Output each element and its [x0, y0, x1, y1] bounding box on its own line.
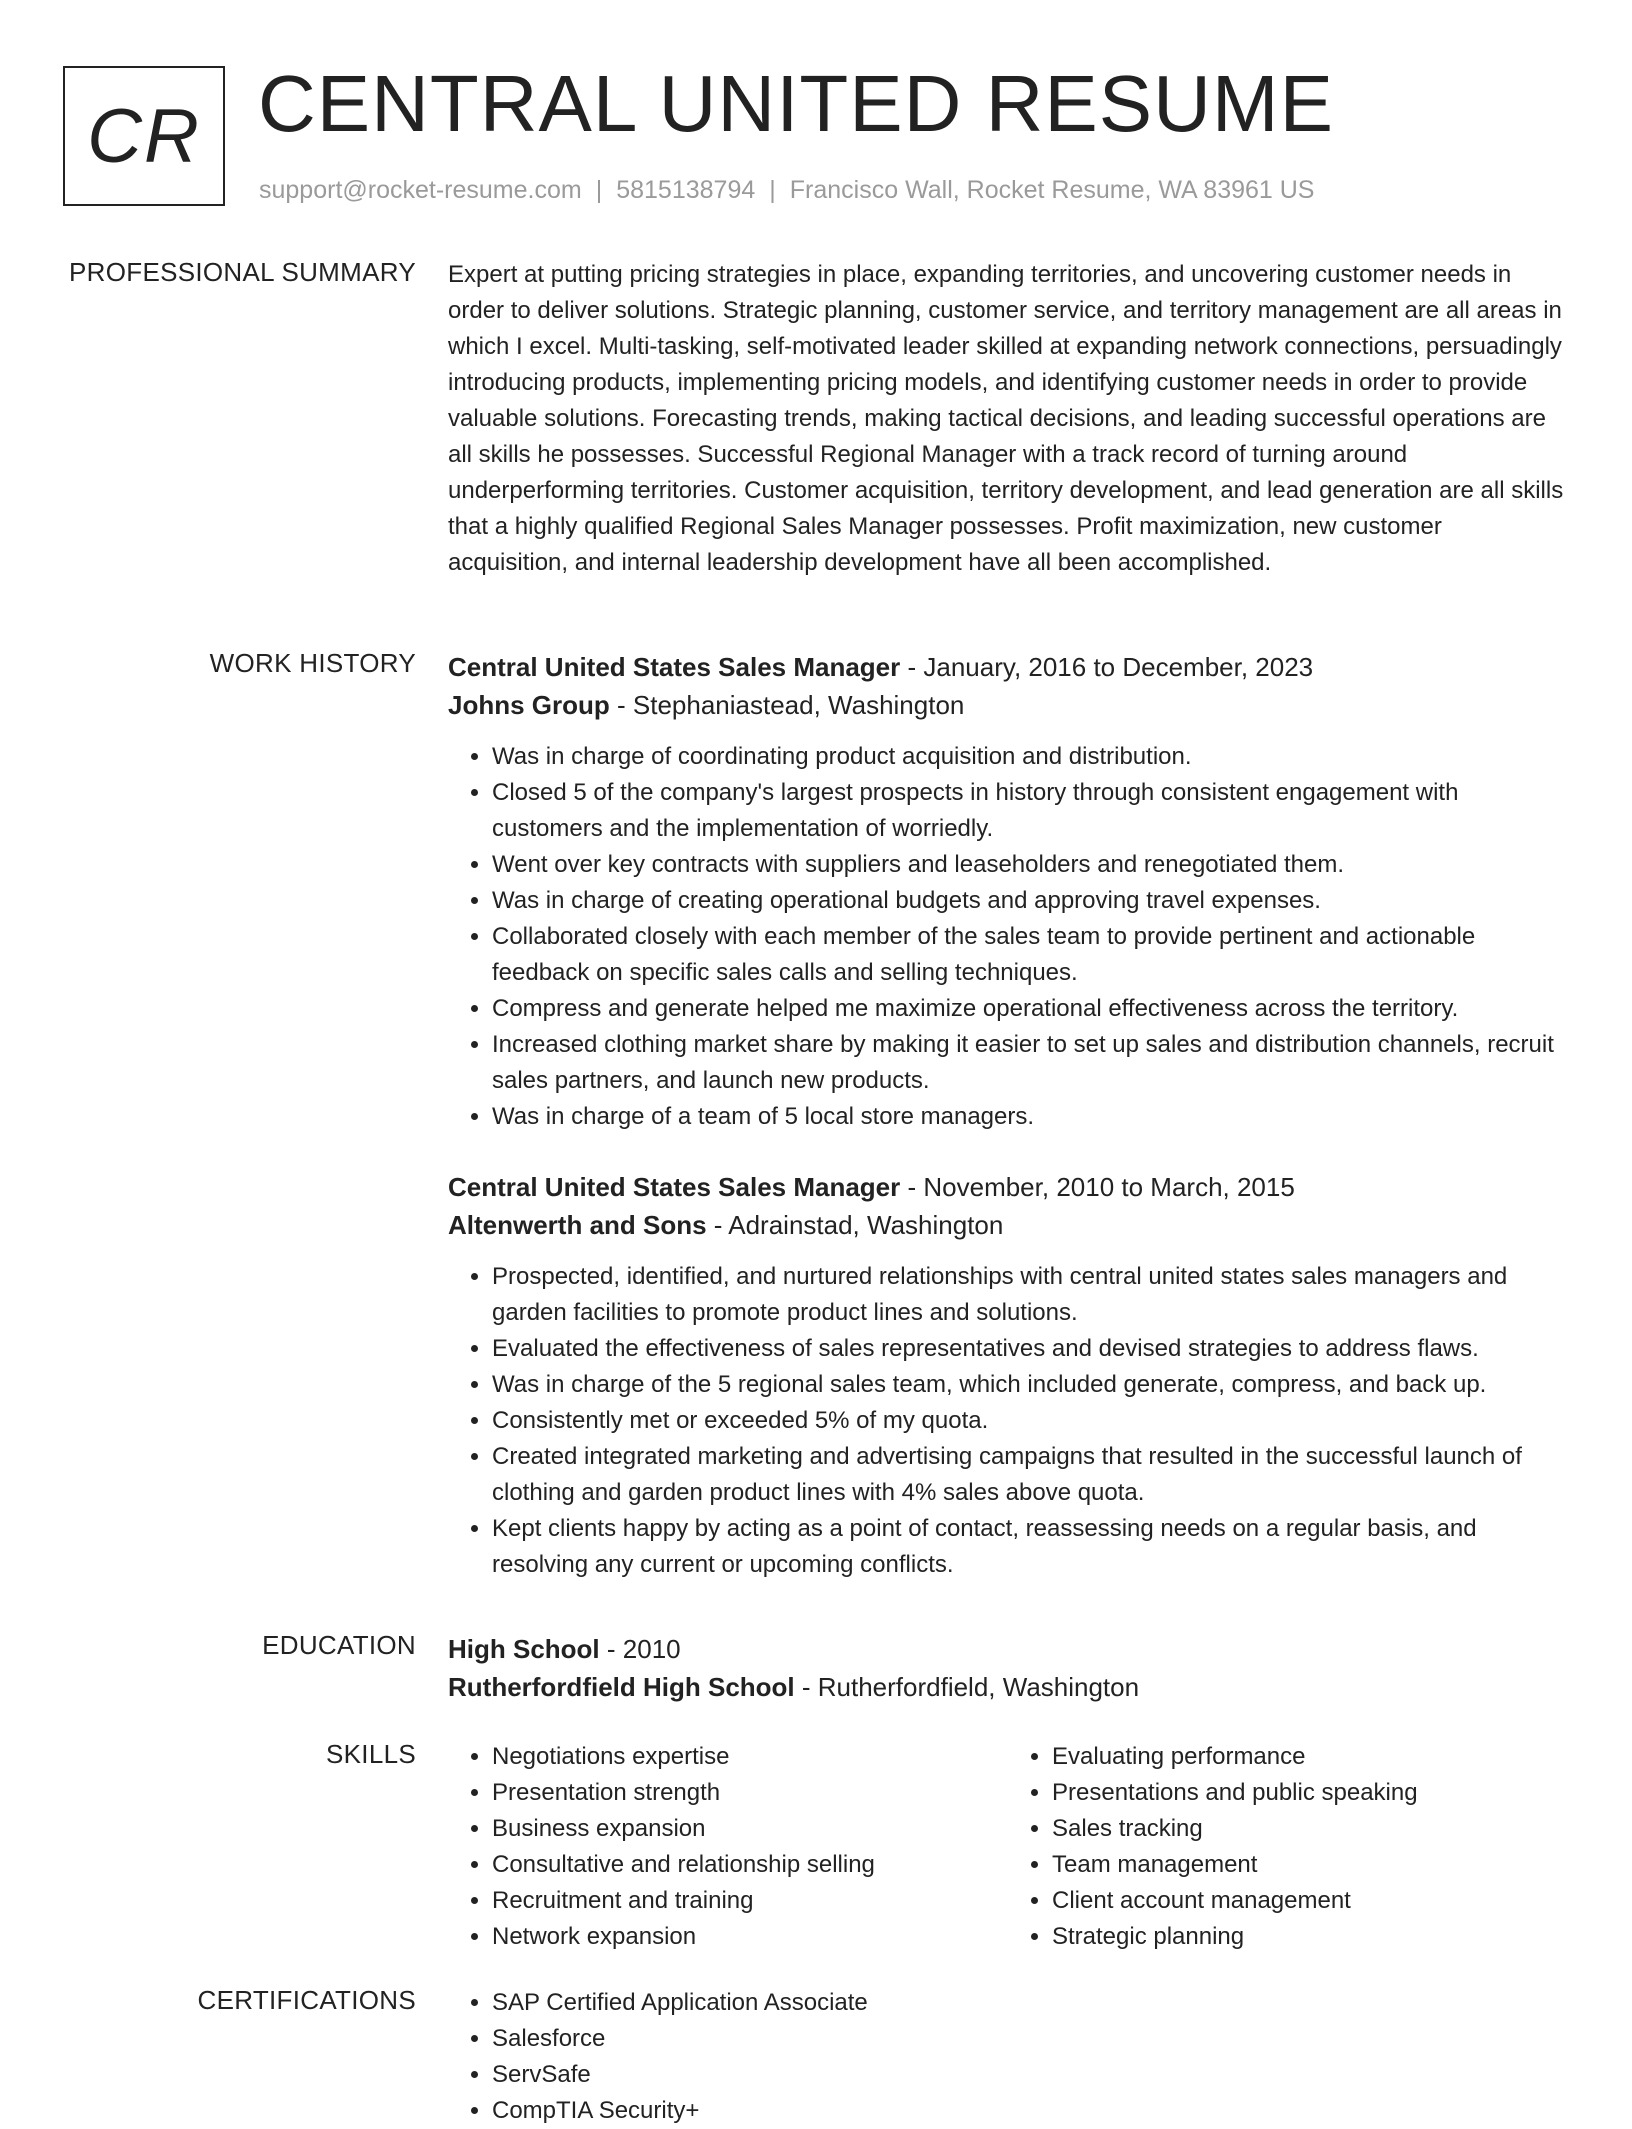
job-company-line — [448, 686, 1568, 724]
job-title: Central United States Sales Manager — [448, 1172, 901, 1202]
job-title: Central United States Sales Manager — [448, 652, 901, 682]
job-company-line — [448, 1206, 1568, 1244]
contact-address: Francisco Wall, Rocket Resume, WA 83961 US — [789, 176, 1315, 204]
skill-item: • Strategic planning — [1052, 1919, 1568, 1955]
education-school: Rutherfordfield High School — [448, 1672, 795, 1702]
summary-body — [448, 257, 1568, 581]
job-bullet: • Collaborated closely with each member of the sales team to provide pertinent and actionable feedback on specific sales calls and selling techniques. — [492, 919, 1568, 991]
skill-item: • Negotiations expertise — [492, 1739, 1008, 1775]
job-bullet: • Was in charge of coordinating product acquisition and distribution. — [492, 739, 1568, 775]
skill-item: • Evaluating performance — [1052, 1739, 1568, 1775]
job-bullet: • Was in charge of creating operational budgets and approving travel expenses. — [492, 883, 1568, 919]
job-bullet: • Was in charge of the 5 regional sales team, which included generate, compress, and back up. — [492, 1367, 1568, 1403]
section-label-education: EDUCATION — [262, 1630, 416, 1660]
skill-item: • Business expansion — [492, 1811, 1008, 1847]
section-label-certifications: CERTIFICATIONS — [197, 1985, 416, 2015]
section-label-summary: PROFESSIONAL SUMMARY — [69, 257, 416, 287]
education-location: - Rutherfordfield, Washington — [794, 1672, 1140, 1702]
skill-item: • Network expansion — [492, 1919, 1008, 1955]
skill-item: • Consultative and relationship selling — [492, 1847, 1008, 1883]
job-title-line — [448, 1168, 1568, 1206]
monogram-logo: CR — [63, 66, 225, 206]
job-bullet: • Closed 5 of the company's largest prospects in history through consistent engagement with customers and the implementation of worriedly. — [492, 775, 1568, 847]
job-bullet: • Compress and generate helped me maximize operational effectiveness across the territory. — [492, 991, 1568, 1027]
education-degree: High School — [448, 1634, 600, 1664]
job-bullet: • Increased clothing market share by making it easier to set up sales and distribution channels, recruit sales partners, and launch new products. — [492, 1027, 1568, 1099]
job-title-line — [448, 648, 1568, 686]
contact-separator: | — [595, 176, 603, 204]
job-dates: - January, 2016 to December, 2023 — [900, 652, 1314, 682]
section-label-skills: SKILLS — [326, 1739, 416, 1769]
contact-line — [259, 176, 1315, 205]
skill-item: • Recruitment and training — [492, 1883, 1008, 1919]
job-bullet: • Consistently met or exceeded 5% of my quota. — [492, 1403, 1568, 1439]
contact-phone: 5815138794 — [616, 176, 756, 204]
job-company: Altenwerth and Sons — [448, 1210, 707, 1240]
job-entry — [448, 648, 1568, 1135]
certification-item: • Salesforce — [492, 2021, 1568, 2057]
job-location: - Stephaniastead, Washington — [609, 690, 965, 720]
skills-body — [448, 1739, 1568, 1955]
summary-text: Expert at putting pricing strategies in place, expanding territories, and uncovering customer needs in order to deliver solutions. Strategic planning, customer service, and territory management are all areas in which I excel. Multi-tasking, self-motivated leader skilled at expanding network connections, persuadingly introducing products, implementing pricing models, and identifying customer needs in order to provide valuable solutions. Forecasting trends, making tactical decisions, and leading successful operations are all skills he possesses. Successful Regional Manager with a track record of turning around underperforming territories. Customer acquisition, territory development, and lead generation are all skills that a highly qualified Regional Sales Manager possesses. Profit maximization, new customer acquisition, and internal leadership development have all been accomplished. — [448, 261, 1564, 576]
certification-item: • CompTIA Security+ — [492, 2093, 1568, 2129]
education-degree-line — [448, 1630, 1568, 1668]
skills-list-left — [448, 1739, 1008, 1955]
job-location: - Adrainstad, Washington — [706, 1210, 1004, 1240]
work-history-body — [448, 648, 1568, 1583]
skills-list-right — [1008, 1739, 1568, 1955]
education-school-line — [448, 1668, 1568, 1706]
certification-item: • ServSafe — [492, 2057, 1568, 2093]
certifications-list — [448, 1985, 1568, 2129]
job-bullet: • Created integrated marketing and advertising campaigns that resulted in the successful launch of clothing and garden product lines with 4% sales above quota. — [492, 1439, 1568, 1511]
skill-item: • Presentations and public speaking — [1052, 1775, 1568, 1811]
skill-item: • Client account management — [1052, 1883, 1568, 1919]
skill-item: • Sales tracking — [1052, 1811, 1568, 1847]
job-bullet: • Evaluated the effectiveness of sales representatives and devised strategies to address flaws. — [492, 1331, 1568, 1367]
skill-item: • Presentation strength — [492, 1775, 1008, 1811]
certifications-body — [448, 1985, 1568, 2129]
job-bullets — [448, 739, 1568, 1135]
contact-email: support@rocket-resume.com — [259, 176, 582, 204]
job-bullets — [448, 1259, 1568, 1583]
contact-separator: | — [769, 176, 776, 204]
job-bullet: • Prospected, identified, and nurtured relationships with central united states sales managers and garden facilities to promote product lines and solutions. — [492, 1259, 1568, 1331]
job-company: Johns Group — [448, 690, 610, 720]
education-year: - 2010 — [599, 1634, 681, 1664]
education-body — [448, 1630, 1568, 1706]
section-label-work-history: WORK HISTORY — [209, 648, 416, 678]
job-bullet: • Kept clients happy by acting as a point of contact, reassessing needs on a regular basis, and resolving any current or upcoming conflicts. — [492, 1511, 1568, 1583]
job-bullet: • Went over key contracts with suppliers and leaseholders and renegotiated them. — [492, 847, 1568, 883]
job-entry — [448, 1168, 1568, 1583]
job-dates: - November, 2010 to March, 2015 — [900, 1172, 1295, 1202]
skills-columns — [448, 1739, 1568, 1955]
job-bullet: • Was in charge of a team of 5 local store managers. — [492, 1099, 1568, 1135]
skill-item: • Team management — [1052, 1847, 1568, 1883]
certification-item: • SAP Certified Application Associate — [492, 1985, 1568, 2021]
resume-name: CENTRAL UNITED RESUME — [258, 59, 1334, 148]
